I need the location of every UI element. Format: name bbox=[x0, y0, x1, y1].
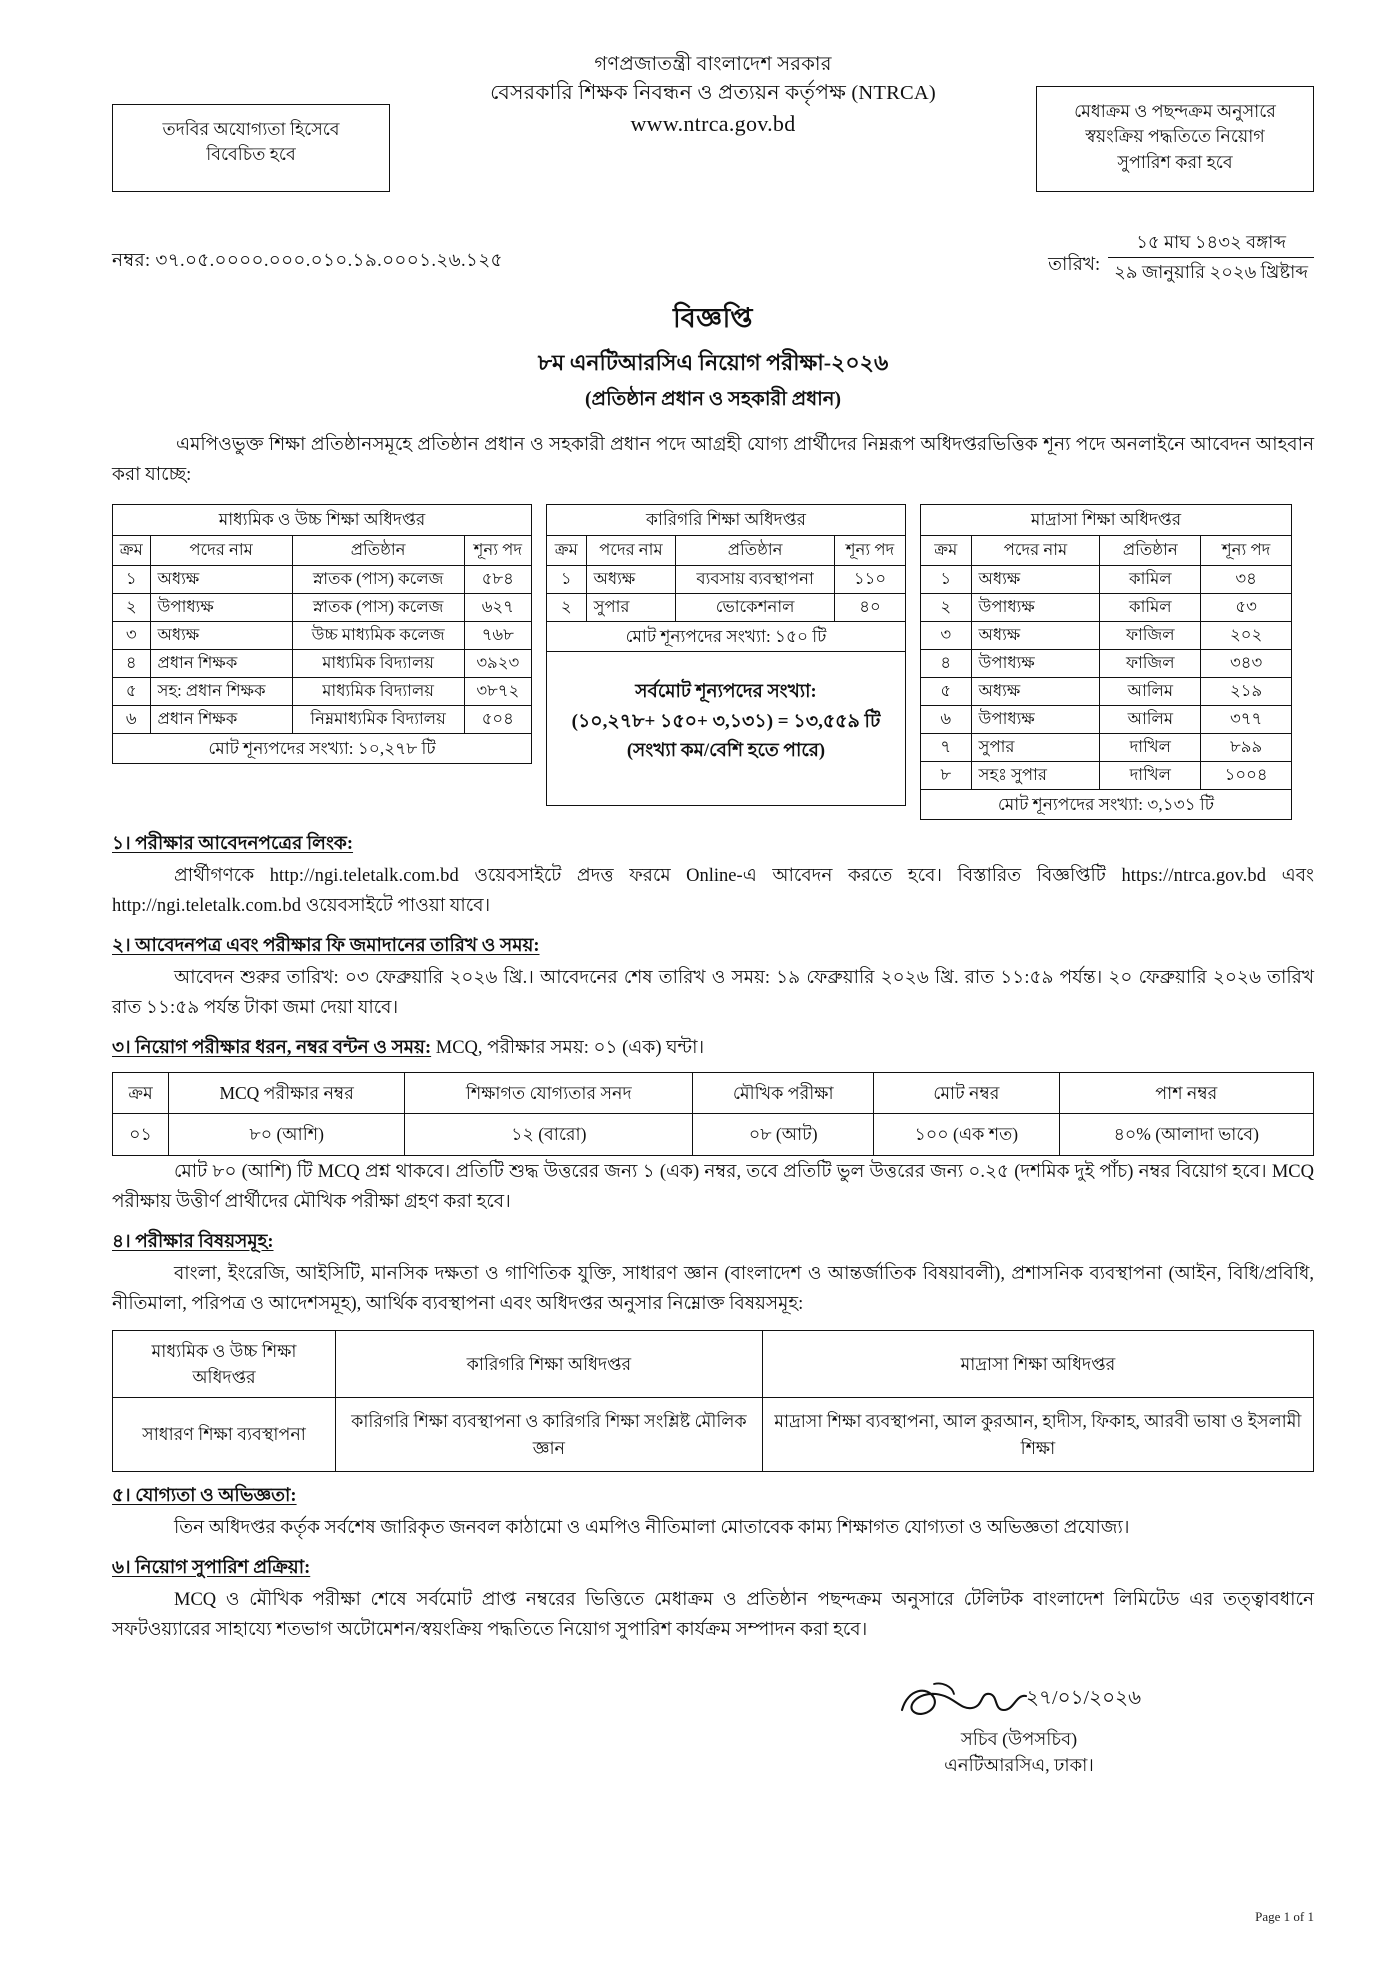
cell-serial: ২ bbox=[113, 593, 151, 621]
technical-total: মোট শূন্যপদের সংখ্যা: ১৫০ টি bbox=[547, 621, 906, 652]
table-row bbox=[921, 677, 1292, 705]
marks-cell-certificate: ১২ (বারো) bbox=[405, 1114, 693, 1155]
marks-cell-serial: ০১ bbox=[113, 1114, 169, 1155]
directorate-title: মাদ্রাসা শিক্ষা অধিদপ্তর bbox=[921, 505, 1292, 536]
column-institution: প্রতিষ্ঠান bbox=[1100, 536, 1201, 566]
cell-vacancy: ৮৯৯ bbox=[1201, 733, 1292, 761]
header-notice-boxes bbox=[112, 78, 1314, 186]
table-header-row bbox=[547, 505, 906, 536]
page-number-footer: Page 1 of 1 bbox=[1255, 1909, 1314, 1924]
cell-vacancy: ৫৩ bbox=[1201, 593, 1292, 621]
cell-post: উপাধ্যক্ষ bbox=[971, 649, 1100, 677]
column-header-row bbox=[547, 536, 906, 566]
cell-vacancy: ৬২৭ bbox=[464, 593, 531, 621]
marks-column-mcq: MCQ পরীক্ষার নম্বর bbox=[169, 1073, 405, 1114]
cell-serial: ২ bbox=[921, 593, 972, 621]
section-4-body bbox=[112, 1260, 1314, 1320]
cell-serial: ৬ bbox=[921, 705, 972, 733]
cell-institution: স্নাতক (পাস) কলেজ bbox=[292, 566, 464, 594]
cell-vacancy: ৩৪ bbox=[1201, 566, 1292, 594]
cell-vacancy: ১০০৪ bbox=[1201, 761, 1292, 789]
reference-and-date-row bbox=[112, 232, 1314, 290]
signature-area bbox=[112, 1680, 1314, 1800]
cell-vacancy: ৩৮৭২ bbox=[464, 677, 531, 705]
cell-institution: দাখিল bbox=[1100, 733, 1201, 761]
signatory-office: এনটিআরসিএ, ঢাকা। bbox=[944, 1755, 1094, 1776]
application-url-primary[interactable]: http://ngi.teletalk.com.bd bbox=[269, 866, 459, 887]
column-institution: প্রতিষ্ঠান bbox=[292, 536, 464, 566]
cell-vacancy: ৩৭৭ bbox=[1201, 705, 1292, 733]
signature-block bbox=[894, 1680, 1144, 1778]
grand-total-equation: (১০,২৭৮+ ১৫০+ ৩,১৩১) = ১৩,৫৫৯ টি bbox=[571, 711, 881, 733]
cell-serial: ৭ bbox=[921, 733, 972, 761]
cell-vacancy: ৩৪৩ bbox=[1201, 649, 1292, 677]
column-header-row bbox=[113, 536, 532, 566]
subjects-table bbox=[112, 1330, 1314, 1473]
cell-vacancy: ৫৮৪ bbox=[464, 566, 531, 594]
notice-title-block bbox=[112, 298, 1314, 417]
cell-post: অধ্যক্ষ bbox=[150, 566, 292, 594]
cell-serial: ৫ bbox=[113, 677, 151, 705]
section-3 bbox=[112, 1034, 1314, 1218]
cell-institution: স্নাতক (পাস) কলেজ bbox=[292, 593, 464, 621]
page-title: বিজ্ঞপ্তি bbox=[672, 302, 753, 333]
vacancy-tables-row bbox=[112, 504, 1314, 820]
table-row bbox=[547, 566, 906, 594]
cell-institution: উচ্চ মাধ্যমিক কলেজ bbox=[292, 621, 464, 649]
marks-column-serial: ক্রম bbox=[113, 1073, 169, 1114]
post-category: (প্রতিষ্ঠান প্রধান ও সহকারী প্রধান) bbox=[585, 388, 841, 410]
marks-distribution-table bbox=[112, 1072, 1314, 1156]
madrasah-vacancy-table bbox=[920, 504, 1292, 820]
marks-column-pass: পাশ নম্বর bbox=[1059, 1073, 1313, 1114]
table-header-row bbox=[113, 505, 532, 536]
column-serial: ক্রম bbox=[921, 536, 972, 566]
cell-serial: ৮ bbox=[921, 761, 972, 789]
cell-post: প্রধান শিক্ষক bbox=[150, 649, 292, 677]
cell-post: সহঃ সুপার bbox=[971, 761, 1100, 789]
column-header-row bbox=[921, 536, 1292, 566]
intro-paragraph bbox=[112, 431, 1314, 491]
section-6-text: MCQ ও মৌখিক পরীক্ষা শেষে সর্বমোট প্রাপ্ত নম্বরের ভিত্তিতে মেধাক্রম ও প্রতিষ্ঠান পছন্দক্রম অনুসারে টেলিটক বাংলাদেশ লিমিটেড এর তত্ত্বাবধানে সফটওয়্যারের সাহায্যে শতভাগ অটোমেশন/স্বয়ংক্রিয় পদ্ধতিতে নিয়োগ সুপারিশ কার্যক্রম সম্পাদন করা হবে। bbox=[112, 1590, 1314, 1640]
intro-text: এমপিওভুক্ত শিক্ষা প্রতিষ্ঠানসমূহে প্রতিষ্ঠান প্রধান ও সহকারী প্রধান পদে আগ্রহী যোগ্য প্রার্থীদের নিম্নরূপ অধিদপ্তরভিত্তিক শূন্য পদে অনলাইনে আবেদন আহবান করা যাচ্ছে: bbox=[112, 434, 1314, 485]
merit-line-1: মেধাক্রম ও পছন্দক্রম অনুসারে bbox=[1074, 100, 1276, 121]
marks-column-viva: মৌখিক পরীক্ষা bbox=[693, 1073, 874, 1114]
section-5 bbox=[112, 1482, 1314, 1544]
cell-vacancy: ২০২ bbox=[1201, 621, 1292, 649]
section-5-body bbox=[112, 1514, 1314, 1544]
table-total-row bbox=[921, 789, 1292, 820]
secondary-total: মোট শূন্যপদের সংখ্যা: ১০,২৭৮ টি bbox=[113, 733, 532, 764]
column-vacancy: শূন্য পদ bbox=[1201, 536, 1292, 566]
section-1-heading: ১। পরীক্ষার আবেদনপত্রের লিংক: bbox=[112, 834, 354, 855]
subjects-cell-secondary: সাধারণ শিক্ষা ব্যবস্থাপনা bbox=[113, 1398, 336, 1472]
cell-post: সহ: প্রধান শিক্ষক bbox=[150, 677, 292, 705]
cell-serial: ২ bbox=[547, 593, 587, 621]
table-row bbox=[921, 621, 1292, 649]
grand-total-label: সর্বমোট শূন্যপদের সংখ্যা: bbox=[635, 682, 817, 703]
cell-institution: মাধ্যমিক বিদ্যালয় bbox=[292, 677, 464, 705]
cell-post: অধ্যক্ষ bbox=[150, 621, 292, 649]
subjects-column-madrasah: মাদ্রাসা শিক্ষা অধিদপ্তর bbox=[762, 1330, 1313, 1398]
cell-serial: ৪ bbox=[921, 649, 972, 677]
secondary-directorate-column bbox=[112, 504, 532, 764]
table-row bbox=[921, 649, 1292, 677]
cell-serial: ১ bbox=[921, 566, 972, 594]
marks-column-total: মোট নম্বর bbox=[874, 1073, 1059, 1114]
date-values bbox=[1108, 230, 1314, 286]
cell-vacancy: ১১০ bbox=[834, 566, 905, 594]
cell-serial: ৫ bbox=[921, 677, 972, 705]
cell-post: প্রধান শিক্ষক bbox=[150, 705, 292, 733]
exam-title: ৮ম এনটিআরসিএ নিয়োগ পরীক্ষা-২০২৬ bbox=[537, 349, 889, 375]
table-row bbox=[547, 593, 906, 621]
table-header-row bbox=[921, 505, 1292, 536]
section-2 bbox=[112, 932, 1314, 1024]
cell-institution: আলিম bbox=[1100, 677, 1201, 705]
date-block bbox=[1048, 230, 1314, 286]
directorate-title: কারিগরি শিক্ষা অধিদপ্তর bbox=[547, 505, 906, 536]
section-2-body bbox=[112, 964, 1314, 1024]
table-row bbox=[113, 649, 532, 677]
technical-directorate-column bbox=[546, 504, 906, 806]
secondary-vacancy-table bbox=[112, 504, 532, 764]
subjects-column-technical: কারিগরি শিক্ষা অধিদপ্তর bbox=[336, 1330, 763, 1398]
table-row bbox=[921, 566, 1292, 594]
section-1-text-e: ওয়েবসাইটে পাওয়া যাবে। bbox=[301, 896, 491, 917]
section-6 bbox=[112, 1554, 1314, 1646]
marks-cell-mcq: ৮০ (আশি) bbox=[169, 1114, 405, 1155]
cell-post: সুপার bbox=[586, 593, 676, 621]
merit-line-2: স্বয়ংক্রিয় পদ্ধতিতে নিয়োগ bbox=[1085, 126, 1265, 147]
madrasah-total: মোট শূন্যপদের সংখ্যা: ৩,১৩১ টি bbox=[921, 789, 1292, 820]
table-row bbox=[113, 705, 532, 733]
technical-vacancy-table bbox=[546, 504, 906, 652]
cell-institution: ফাজিল bbox=[1100, 649, 1201, 677]
date-gregorian: ২৯ জানুয়ারি ২০২৬ খ্রিষ্টাব্দ bbox=[1114, 262, 1308, 283]
column-header-row bbox=[113, 1330, 1314, 1398]
merit-line-3: সুপারিশ করা হবে bbox=[1117, 152, 1233, 173]
marks-cell-viva: ০৮ (আট) bbox=[693, 1114, 874, 1155]
table-row bbox=[113, 1398, 1314, 1472]
authority-website: www.ntrca.gov.bd bbox=[630, 111, 796, 137]
cell-vacancy: ৫০৪ bbox=[464, 705, 531, 733]
cell-institution: ভোকেশনাল bbox=[676, 593, 835, 621]
cell-institution: আলিম bbox=[1100, 705, 1201, 733]
section-1-text-d: এবং bbox=[1266, 866, 1314, 887]
section-1-text-b: ওয়েবসাইটে প্রদত্ত ফরমে bbox=[458, 866, 687, 887]
table-row bbox=[113, 621, 532, 649]
handwritten-signature bbox=[894, 1680, 1144, 1724]
column-serial: ক্রম bbox=[113, 536, 151, 566]
cell-serial: ৩ bbox=[921, 621, 972, 649]
cell-institution: ব্যবসায় ব্যবস্থাপনা bbox=[676, 566, 835, 594]
table-row bbox=[921, 593, 1292, 621]
table-row bbox=[113, 593, 532, 621]
subjects-cell-technical: কারিগরি শিক্ষা ব্যবস্থাপনা ও কারিগরি শিক্ষা সংশ্লিষ্ট মৌলিক জ্ঞান bbox=[336, 1398, 763, 1472]
section-4 bbox=[112, 1228, 1314, 1472]
cell-post: সুপার bbox=[971, 733, 1100, 761]
government-name: গণপ্রজাতন্ত্রী বাংলাদেশ সরকার bbox=[594, 54, 832, 75]
cell-institution: কামিল bbox=[1100, 593, 1201, 621]
directorate-title: মাধ্যমিক ও উচ্চ শিক্ষা অধিদপ্তর bbox=[113, 505, 532, 536]
table-total-row bbox=[547, 621, 906, 652]
lobbying-warning-box bbox=[112, 104, 390, 192]
date-label: তারিখ: bbox=[1048, 255, 1101, 276]
section-3-note bbox=[112, 1158, 1314, 1218]
section-5-text: তিন অধিদপ্তর কর্তৃক সর্বশেষ জারিকৃত জনবল কাঠামো ও এমপিও নীতিমালা মোতাবেক কাম্য শিক্ষাগত যোগ্যতা ও অভিজ্ঞতা প্রযোজ্য। bbox=[174, 1518, 1130, 1539]
date-bangla: ১৫ মাঘ ১৪৩২ বঙ্গাব্দ bbox=[1108, 230, 1314, 259]
subjects-column-secondary: মাধ্যমিক ও উচ্চ শিক্ষা অধিদপ্তর bbox=[113, 1330, 336, 1398]
section-5-heading: ৫। যোগ্যতা ও অভিজ্ঞতা: bbox=[112, 1486, 297, 1507]
authority-name: বেসরকারি শিক্ষক নিবন্ধন ও প্রত্যয়ন কর্তৃপক্ষ (NTRCA) bbox=[490, 81, 936, 104]
section-4-heading: ৪। পরীক্ষার বিষয়সমূহ: bbox=[112, 1231, 274, 1252]
cell-institution: কামিল bbox=[1100, 566, 1201, 594]
table-row bbox=[921, 761, 1292, 789]
cell-vacancy: ২১৯ bbox=[1201, 677, 1292, 705]
section-2-heading: ২। আবেদনপত্র এবং পরীক্ষার ফি জমাদানের তারিখ ও সময়: bbox=[112, 936, 540, 957]
cell-post: অধ্যক্ষ bbox=[971, 677, 1100, 705]
section-4-text: বাংলা, ইংরেজি, আইসিটি, মানসিক দক্ষতা ও গাণিতিক যুক্তি, সাধারণ জ্ঞান (বাংলাদেশ ও আন্তর্জাতিক বিষয়াবলী), প্রশাসনিক ব্যবস্থাপনা (আইন, বিধি/প্রবিধি, নীতিমালা, পরিপত্র ও আদেশসমূহ), আর্থিক ব্যবস্থাপনা এবং অধিদপ্তর অনুসার নিম্নোক্ত বিষয়সমূহ: bbox=[112, 1263, 1314, 1314]
cell-institution: মাধ্যমিক বিদ্যালয় bbox=[292, 649, 464, 677]
table-row bbox=[113, 677, 532, 705]
column-post-name: পদের নাম bbox=[150, 536, 292, 566]
memo-number: নম্বর: ৩৭.০৫.০০০০.০০০.০১০.১৯.০০০১.২৬.১২৫ bbox=[112, 250, 503, 271]
lobbying-warning-line-1: তদবির অযোগ্যতা হিসেবে bbox=[162, 118, 340, 139]
section-1-body bbox=[112, 862, 1314, 922]
cell-vacancy: ৭৬৮ bbox=[464, 621, 531, 649]
cell-vacancy: ৪০ bbox=[834, 593, 905, 621]
section-2-text: আবেদন শুরুর তারিখ: ০৩ ফেব্রুয়ারি ২০২৬ খ্রি.। আবেদনের শেষ তারিখ ও সময়: ১৯ ফেব্রুয়ারি ২০২৬ খ্রি. রাত ১১:৫৯ পর্যন্ত। ২০ ফেব্রুয়ারি ২০২৬ তারিখ রাত ১১:৫৯ পর্যন্ত টাকা জমা দেয়া যাবে। bbox=[112, 968, 1314, 1019]
cell-serial: ৪ bbox=[113, 649, 151, 677]
grand-total-note: (সংখ্যা কম/বেশি হতে পারে) bbox=[626, 740, 826, 761]
table-row bbox=[113, 566, 532, 594]
lobbying-warning-line-2: বিবেচিত হবে bbox=[206, 144, 296, 165]
table-total-row bbox=[113, 733, 532, 764]
online-word: Online bbox=[686, 866, 737, 887]
cell-institution: ফাজিল bbox=[1100, 621, 1201, 649]
section-3-inline-text: MCQ, পরীক্ষার সময়: ০১ (এক) ঘন্টা। bbox=[431, 1038, 705, 1059]
signatory-designation: সচিব (উপসচিব) bbox=[960, 1728, 1078, 1749]
cell-post: উপাধ্যক্ষ bbox=[971, 593, 1100, 621]
marks-cell-total: ১০০ (এক শত) bbox=[874, 1114, 1059, 1155]
cell-institution: দাখিল bbox=[1100, 761, 1201, 789]
cell-institution: নিম্নমাধ্যমিক বিদ্যালয় bbox=[292, 705, 464, 733]
subjects-cell-madrasah: মাদ্রাসা শিক্ষা ব্যবস্থাপনা, আল কুরআন, হাদীস, ফিকাহ, আরবী ভাষা ও ইসলামী শিক্ষা bbox=[762, 1398, 1313, 1472]
section-1-text-c: -এ আবেদন করতে হবে। বিস্তারিত বিজ্ঞপ্তিটি bbox=[736, 866, 1122, 887]
section-3-heading: ৩। নিয়োগ পরীক্ষার ধরন, নম্বর বন্টন ও সময়: bbox=[112, 1038, 432, 1059]
column-header-row bbox=[113, 1073, 1314, 1114]
cell-post: অধ্যক্ষ bbox=[971, 621, 1100, 649]
marks-column-certificate: শিক্ষাগত যোগ্যতার সনদ bbox=[405, 1073, 693, 1114]
cell-serial: ১ bbox=[547, 566, 587, 594]
teletalk-url[interactable]: http://ngi.teletalk.com.bd bbox=[112, 896, 302, 917]
section-1 bbox=[112, 830, 1314, 922]
column-serial: ক্রম bbox=[547, 536, 587, 566]
cell-serial: ১ bbox=[113, 566, 151, 594]
marks-cell-pass: ৪০% (আলাদা ভাবে) bbox=[1059, 1114, 1313, 1155]
table-row bbox=[113, 1114, 1314, 1155]
column-post-name: পদের নাম bbox=[971, 536, 1100, 566]
column-institution: প্রতিষ্ঠান bbox=[676, 536, 835, 566]
table-row bbox=[921, 705, 1292, 733]
madrasah-directorate-column bbox=[920, 504, 1292, 820]
column-vacancy: শূন্য পদ bbox=[464, 536, 531, 566]
ntrca-url[interactable]: https://ntrca.gov.bd bbox=[1121, 866, 1267, 887]
table-row bbox=[921, 733, 1292, 761]
column-post-name: পদের নাম bbox=[586, 536, 676, 566]
cell-post: অধ্যক্ষ bbox=[586, 566, 676, 594]
cell-vacancy: ৩৯২৩ bbox=[464, 649, 531, 677]
column-vacancy: শূন্য পদ bbox=[834, 536, 905, 566]
cell-serial: ৩ bbox=[113, 621, 151, 649]
cell-post: উপাধ্যক্ষ bbox=[971, 705, 1100, 733]
grand-total-box bbox=[546, 652, 906, 806]
section-6-heading: ৬। নিয়োগ সুপারিশ প্রক্রিয়া: bbox=[112, 1558, 311, 1579]
section-1-text-a: প্রার্থীগণকে bbox=[174, 866, 270, 887]
section-3-note-text: মোট ৮০ (আশি) টি MCQ প্রশ্ন থাকবে। প্রতিটি শুদ্ধ উত্তরের জন্য ১ (এক) নম্বর, তবে প্রতিটি ভুল উত্তরের জন্য ০.২৫ (দশমিক দুই পাঁচ) নম্বর বিয়োগ হবে। MCQ পরীক্ষায় উত্তীর্ণ প্রার্থীদের মৌখিক পরীক্ষা গ্রহণ করা হবে। bbox=[112, 1161, 1314, 1212]
cell-post: অধ্যক্ষ bbox=[971, 566, 1100, 594]
cell-serial: ৬ bbox=[113, 705, 151, 733]
signature-date: ২৭/০১/২০২৬ bbox=[1026, 1686, 1142, 1709]
section-6-body bbox=[112, 1586, 1314, 1646]
merit-based-box bbox=[1036, 86, 1314, 192]
cell-post: উপাধ্যক্ষ bbox=[150, 593, 292, 621]
